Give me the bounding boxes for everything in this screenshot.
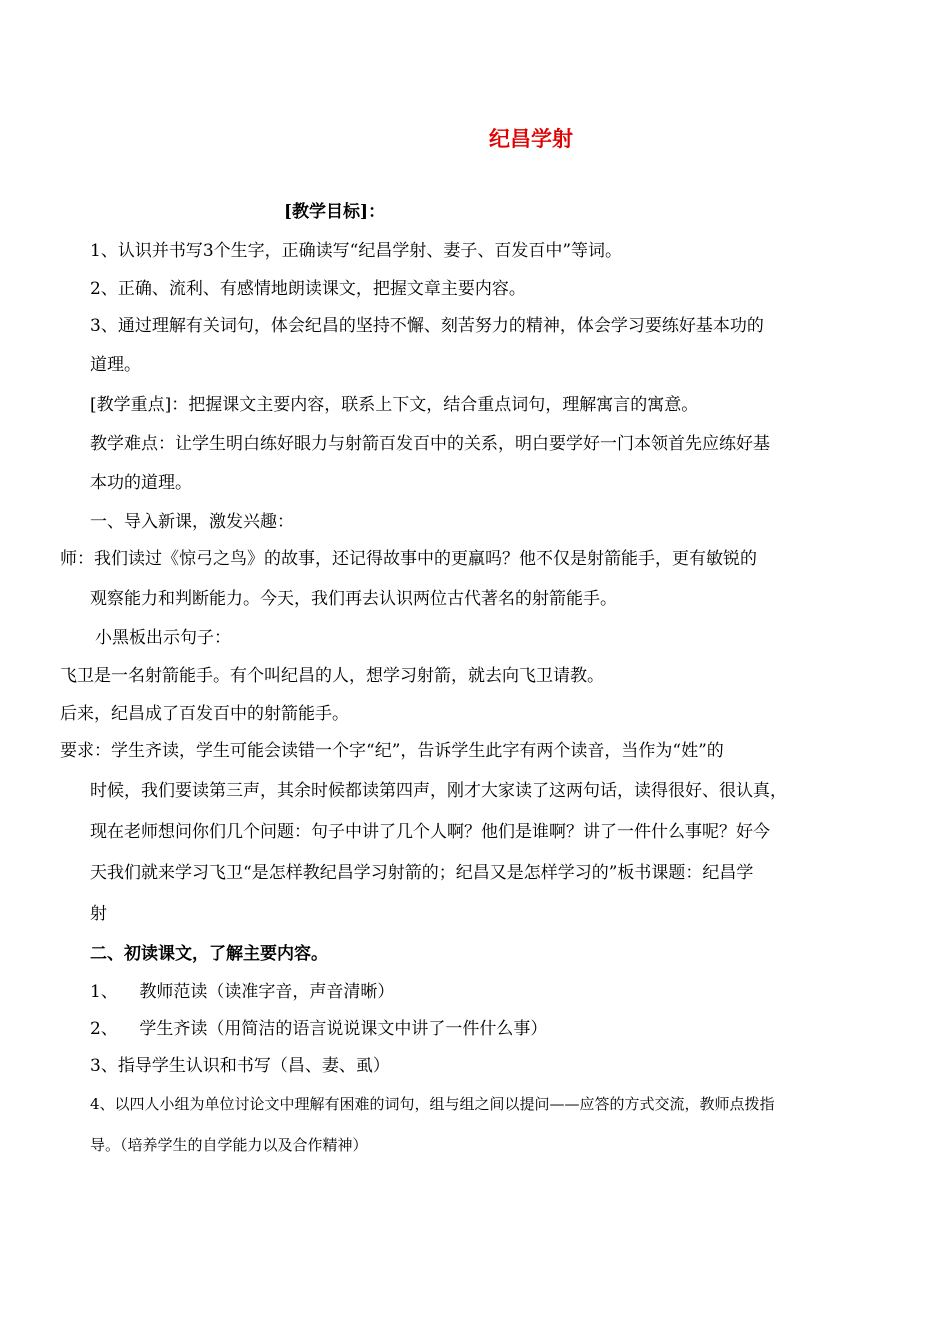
key-point: [教学重点]：把握课文主要内容，联系上下文，结合重点词句，理解寓言的寓意。 xyxy=(90,395,699,415)
objective-1: 1、认识并书写3个生字，正确读写“纪昌学射、妻子、百发百中”等词。 xyxy=(90,241,623,261)
difficulty-line-2: 本功的道理。 xyxy=(90,473,192,493)
section2-item-1: 1、 教师范读（读准字音，声音清晰） xyxy=(90,982,395,1002)
objective-2: 2、正确、流利、有感情地朗读课文，把握文章主要内容。 xyxy=(90,279,526,299)
requirement-line-2: 时候，我们要读第三声，其余时候都读第四声，刚才大家读了这两句话，读得很好、很认真， xyxy=(90,781,787,801)
section2-item-4: 4、以四人小组为单位讨论文中理解有困难的词句，组与组之间以提问——应答的方式交流，教师点拨指 xyxy=(90,1095,775,1113)
board-sentence-1: 飞卫是一名射箭能手。有个叫纪昌的人，想学习射箭，就去向飞卫请教。 xyxy=(60,666,604,686)
board-sentence-2: 后来，纪昌成了百发百中的射箭能手。 xyxy=(60,704,349,724)
section2-item-3: 3、指导学生认识和书写（昌、妻、虱） xyxy=(90,1056,390,1076)
difficulty-line-1: 教学难点：让学生明白练好眼力与射箭百发百中的关系，明白要学好一门本领首先应练好基 xyxy=(90,434,770,454)
requirement-line-3: 现在老师想问你们几个问题：句子中讲了几个人啊？他们是谁啊？讲了一件什么事呢？好今 xyxy=(90,822,770,842)
requirement-line-1: 要求：学生齐读，学生可能会读错一个字“纪”，告诉学生此字有两个读音，当作为“姓”的 xyxy=(60,741,724,761)
section2-heading: 二、初读课文，了解主要内容。 xyxy=(90,944,328,964)
section1-heading: 一、导入新课，激发兴趣： xyxy=(90,512,294,532)
objective-3-cont: 道理。 xyxy=(90,355,141,375)
requirement-line-5: 射 xyxy=(90,904,107,924)
teacher-line-2: 观察能力和判断能力。今天，我们再去认识两位古代著名的射箭能手。 xyxy=(90,589,617,609)
document-title: 纪昌学射 xyxy=(489,127,573,151)
objective-3: 3、通过理解有关词句，体会纪昌的坚持不懈、刻苦努力的精神，体会学习要练好基本功的 xyxy=(90,316,764,336)
objectives-heading: [教学目标]： xyxy=(284,202,386,222)
board-heading: 小黑板出示句子： xyxy=(95,628,231,648)
section2-item-2: 2、 学生齐读（用简洁的语言说说课文中讲了一件什么事） xyxy=(90,1019,548,1039)
section2-item-4-cont: 导。（培养学生的自学能力以及合作精神） xyxy=(90,1136,368,1154)
teacher-line-1: 师：我们读过《惊弓之鸟》的故事，还记得故事中的更羸吗？他不仅是射箭能手，更有敏锐的 xyxy=(60,549,757,569)
requirement-line-4: 天我们就来学习飞卫“是怎样教纪昌学习射箭的；纪昌又是怎样学习的”板书课题：纪昌学 xyxy=(90,863,754,883)
